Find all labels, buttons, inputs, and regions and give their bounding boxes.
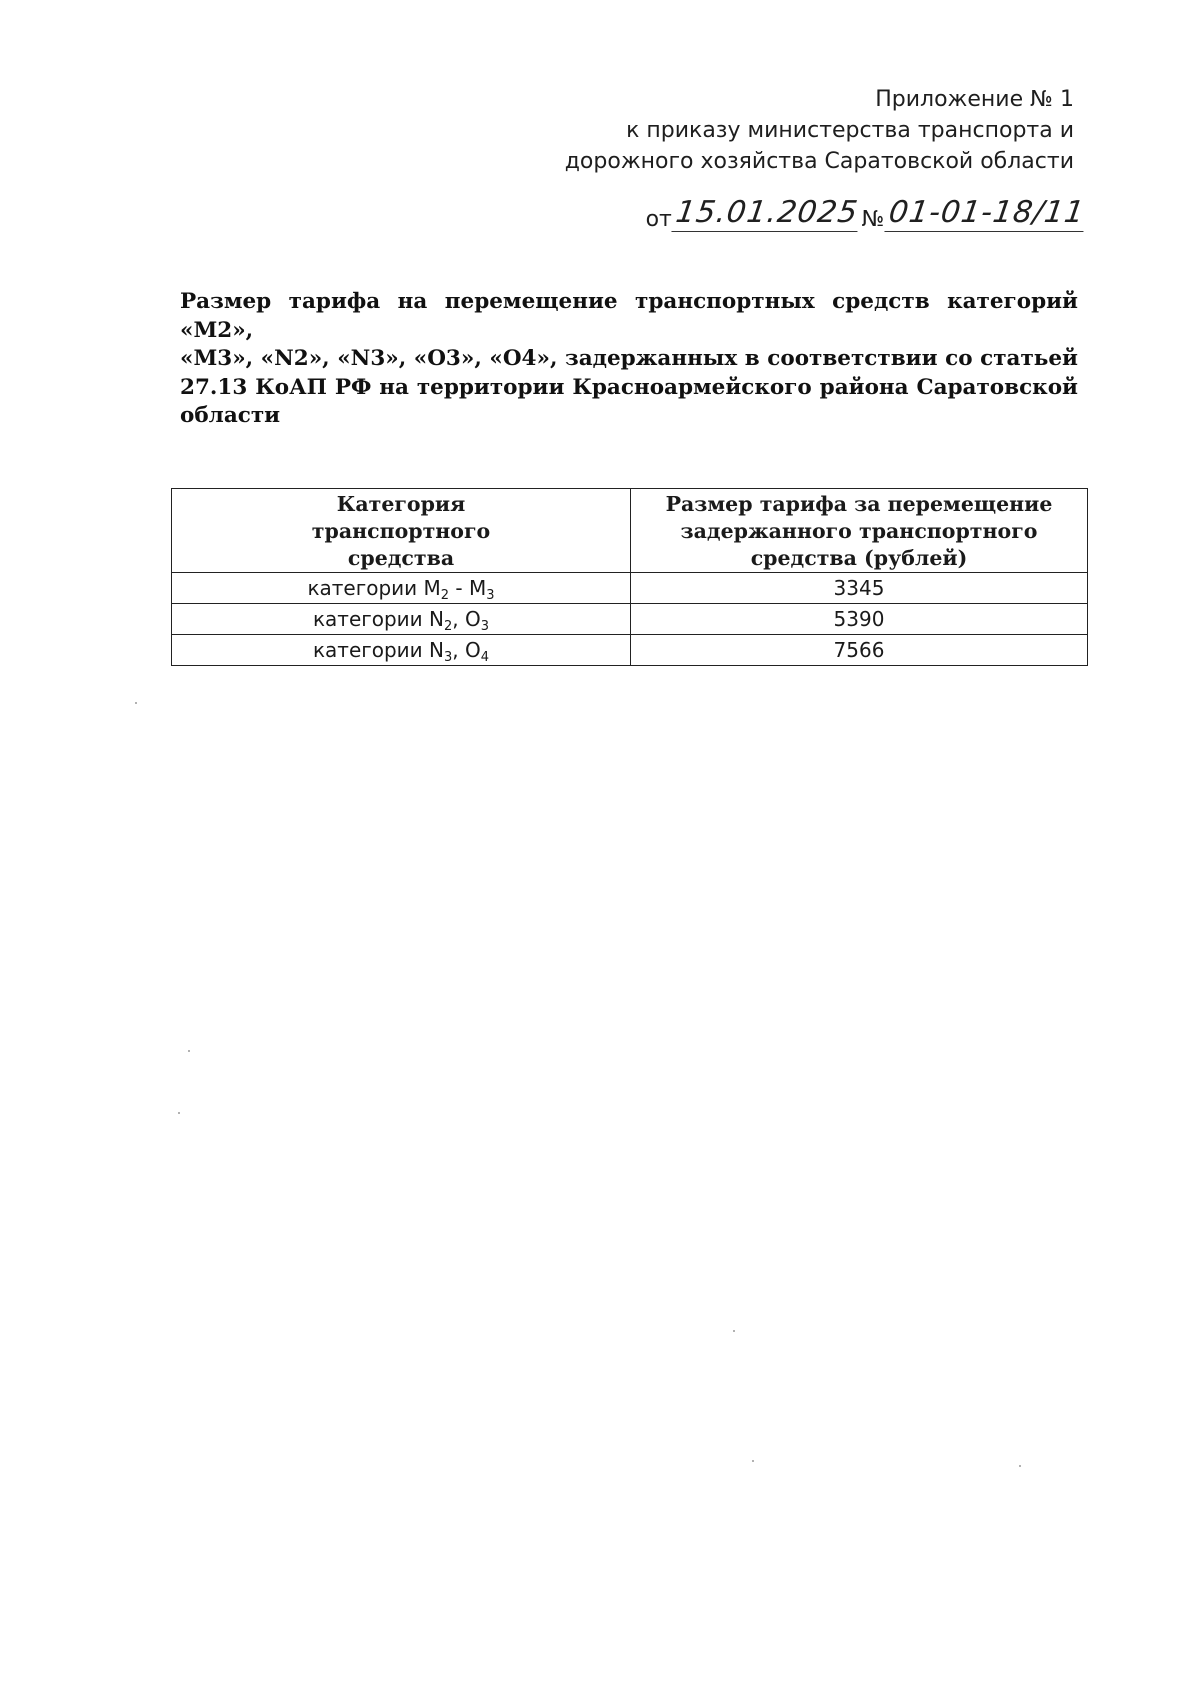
category-cell [172, 635, 631, 666]
tariff-table [171, 488, 1088, 666]
scan-speck [135, 702, 137, 704]
handwritten-order-number: 01-01-18/11 [884, 195, 1089, 232]
order-date-number [526, 195, 1086, 239]
title-line-1: Размер тарифа на перемещение транспортных средств категорий «М2», [180, 289, 1078, 343]
table-row [172, 604, 1088, 635]
scan-speck [733, 1330, 735, 1332]
category-cell [172, 604, 631, 635]
title-line-2: «М3», «N2», «N3», «О3», «О4», задержанных в соответствии со статьей [180, 346, 1078, 371]
header-cell-line: Размер тарифа за перемещение [665, 491, 1053, 516]
category-prefix: категории [307, 576, 424, 600]
appendix-header [514, 84, 1074, 177]
scan-speck [178, 1112, 180, 1114]
table-header-row [172, 489, 1088, 573]
category-separator: - [449, 576, 470, 600]
scan-speck [752, 1460, 754, 1462]
appendix-number: Приложение № 1 [875, 87, 1074, 112]
category-subscript: 2 [444, 619, 453, 634]
category-separator: , [452, 638, 466, 662]
category-subscript: 3 [480, 619, 490, 634]
title-line-3: 27.13 КоАП РФ на территории Красноармейского района Саратовской [180, 374, 1078, 400]
category-separator: , [452, 607, 466, 631]
category-subscript: 3 [444, 650, 453, 665]
handwritten-date: 15.01.2025 [671, 195, 862, 232]
table-row [172, 635, 1088, 666]
category-prefix: категории [312, 607, 430, 631]
table-row [172, 573, 1088, 604]
tariff-value-cell: 5390 [631, 604, 1088, 635]
header-cell-line: транспортного [311, 518, 491, 543]
category-code: O [465, 607, 481, 631]
category-subscript: 3 [486, 588, 495, 603]
order-reference-line-2: дорожного хозяйства Саратовской области [564, 149, 1074, 174]
scan-speck [188, 1050, 190, 1052]
category-code: M [423, 576, 441, 600]
header-cell-line: Категория [336, 491, 466, 516]
category-prefix: категории [312, 638, 430, 662]
title-line-4: области [180, 403, 281, 428]
order-reference-line-1: к приказу министерства транспорта и [626, 118, 1074, 143]
header-cell-line: средства (рублей) [750, 545, 968, 570]
category-subscript: 2 [440, 588, 450, 603]
header-tariff-amount [631, 489, 1088, 573]
category-subscript: 4 [480, 650, 490, 665]
from-label: от [645, 207, 672, 232]
tariff-value-cell: 3345 [631, 573, 1088, 604]
header-cell-line: средства [347, 545, 455, 570]
category-code: O [465, 638, 481, 662]
document-title [180, 288, 1078, 431]
scan-speck [1019, 1465, 1021, 1467]
tariff-value-cell: 7566 [631, 635, 1088, 666]
category-cell [172, 573, 631, 604]
header-cell-line: задержанного транспортного [680, 518, 1038, 543]
category-code: M [469, 576, 487, 600]
category-code: N [429, 638, 445, 662]
header-vehicle-category [172, 489, 631, 573]
category-code: N [429, 607, 445, 631]
number-label: № [861, 207, 885, 232]
